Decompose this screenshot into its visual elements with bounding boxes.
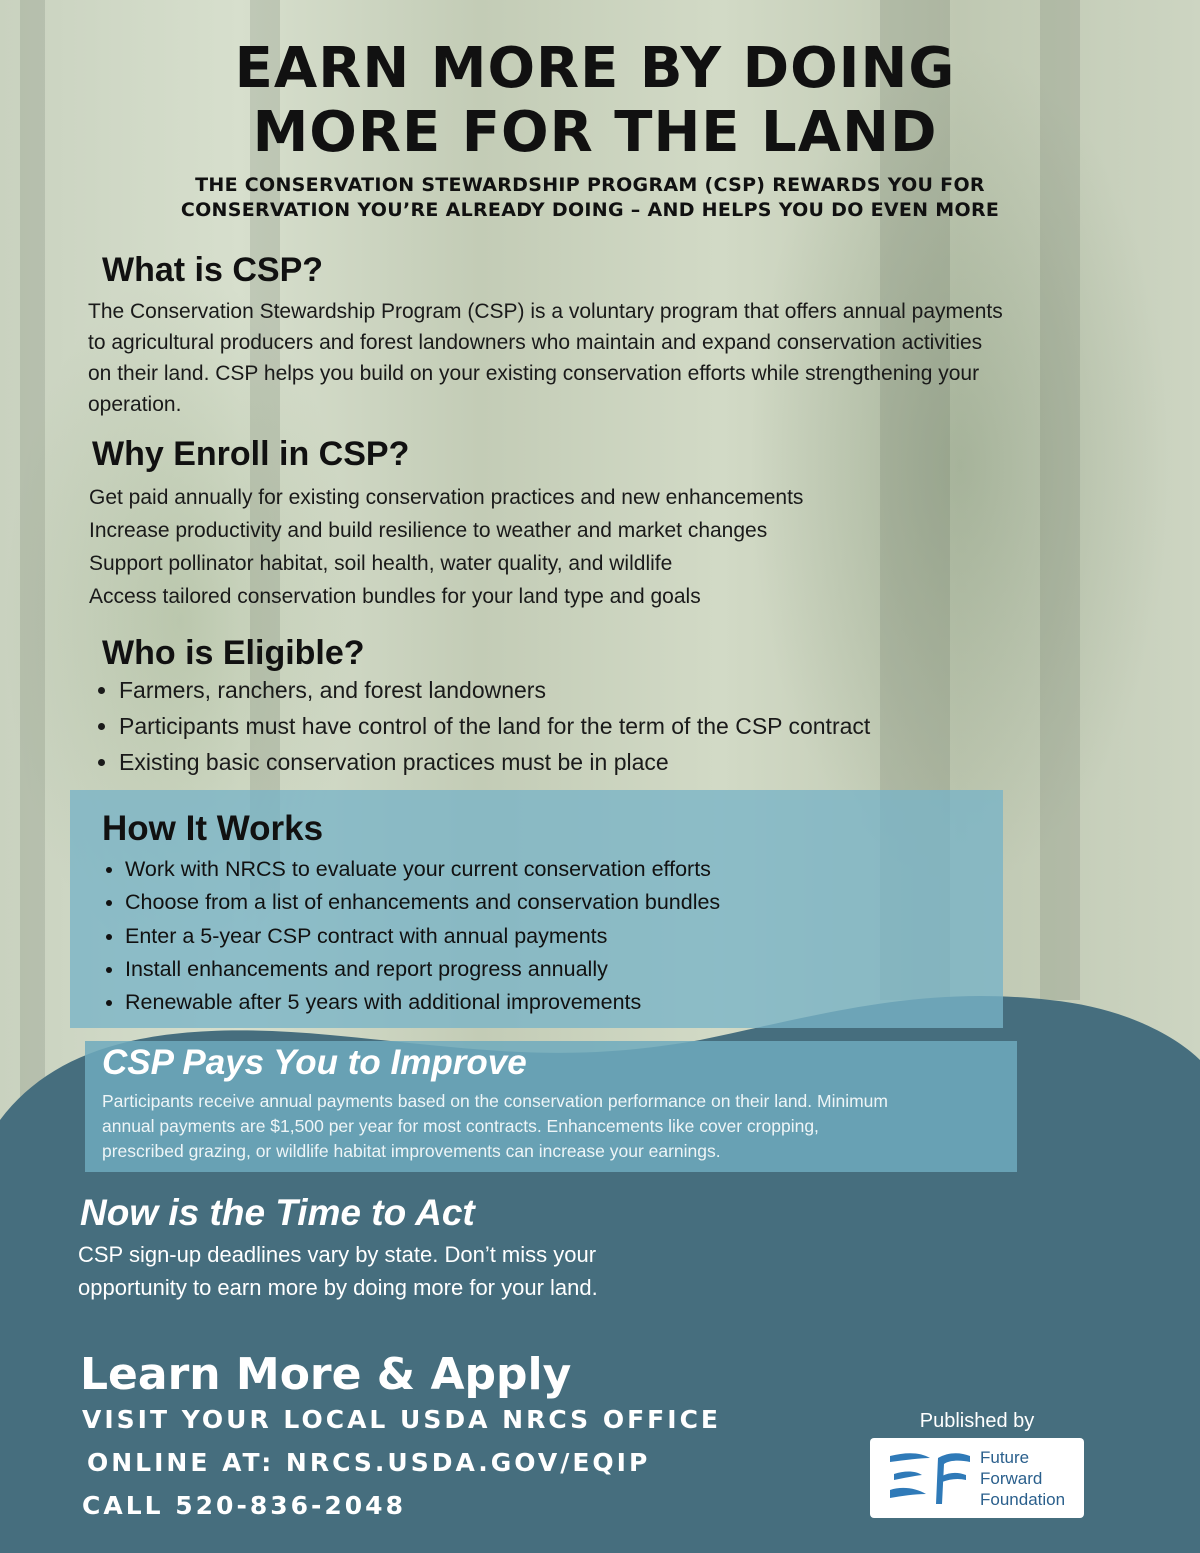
what-line: The Conservation Stewardship Program (CSP) is a voluntary program that offers annual payments — [88, 300, 1003, 323]
publisher-name-line: Foundation — [980, 1490, 1066, 1509]
list-item: • Work with NRCS to evaluate your current conservation efforts — [125, 853, 720, 886]
list-item: Support pollinator habitat, soil health, water quality, and wildlife — [89, 552, 673, 575]
pays-line: prescribed grazing, or wildlife habitat improvements can increase your earnings. — [102, 1141, 721, 1161]
list-item: • Choose from a list of enhancements and conservation bundles — [125, 886, 720, 919]
how-list — [100, 853, 720, 1019]
list-item: • Participants must have control of the land for the term of the CSP contract — [119, 708, 870, 744]
list-item: • Existing basic conservation practices must be in place — [119, 744, 870, 780]
phone-number[interactable]: CALL 520-836-2048 — [82, 1491, 406, 1520]
subtitle-line-1: THE CONSERVATION STEWARDSHIP PROGRAM (CSP) REWARDS YOU FOR — [195, 174, 985, 196]
act-line: opportunity to earn more by doing more for your land. — [78, 1275, 598, 1300]
why-list — [89, 481, 803, 613]
what-line: to agricultural producers and forest landowners who maintain and expand conservation activities — [88, 331, 983, 354]
future-forward-logo-icon — [886, 1448, 974, 1508]
list-item: Increase productivity and build resilience to weather and market changes — [89, 519, 768, 542]
eligible-heading: Who is Eligible? — [102, 634, 365, 672]
title-line-1: EARN MORE BY DOING — [234, 36, 956, 101]
published-by-label: Published by — [919, 1410, 1035, 1432]
list-item: • Enter a 5-year CSP contract with annual payments — [125, 920, 720, 953]
what-paragraph — [88, 296, 1158, 420]
online-link[interactable]: ONLINE AT: NRCS.USDA.GOV/EQIP — [87, 1448, 651, 1477]
publisher-logo — [870, 1438, 1084, 1518]
why-heading: Why Enroll in CSP? — [92, 435, 410, 473]
pays-paragraph — [102, 1089, 1007, 1164]
list-item: • Install enhancements and report progress annually — [125, 953, 720, 986]
pays-line: Participants receive annual payments based on the conservation performance on their land. Minimum — [102, 1091, 888, 1111]
list-item: Access tailored conservation bundles for your land type and goals — [89, 585, 701, 608]
what-line: operation. — [88, 393, 182, 416]
learn-heading: Learn More & Apply — [80, 1349, 572, 1400]
eligible-list — [89, 672, 870, 780]
what-heading: What is CSP? — [102, 251, 324, 289]
list-item: • Farmers, ranchers, and forest landowners — [119, 672, 870, 708]
how-heading: How It Works — [102, 809, 324, 848]
visit-office-text: VISIT YOUR LOCAL USDA NRCS OFFICE — [82, 1405, 721, 1434]
publisher-name-line: Future — [980, 1448, 1030, 1467]
act-paragraph — [78, 1238, 598, 1304]
title-line-2: MORE FOR THE LAND — [252, 100, 938, 165]
what-line: on their land. CSP helps you build on your existing conservation efforts while strengthening your — [88, 362, 980, 385]
publisher-name-line: Forward — [980, 1469, 1043, 1488]
list-item: • Renewable after 5 years with additional improvements — [125, 986, 720, 1019]
subtitle-line-2: CONSERVATION YOU’RE ALREADY DOING – AND HELPS YOU DO EVEN MORE — [180, 199, 1000, 221]
pays-line: annual payments are $1,500 per year for most contracts. Enhancements like cover cropping, — [102, 1116, 819, 1136]
list-item: Get paid annually for existing conservation practices and new enhancements — [89, 486, 804, 509]
pays-heading: CSP Pays You to Improve — [102, 1043, 527, 1082]
publisher-name — [980, 1447, 1065, 1510]
act-line: CSP sign-up deadlines vary by state. Don’t miss your — [78, 1242, 597, 1267]
act-heading: Now is the Time to Act — [80, 1192, 475, 1233]
